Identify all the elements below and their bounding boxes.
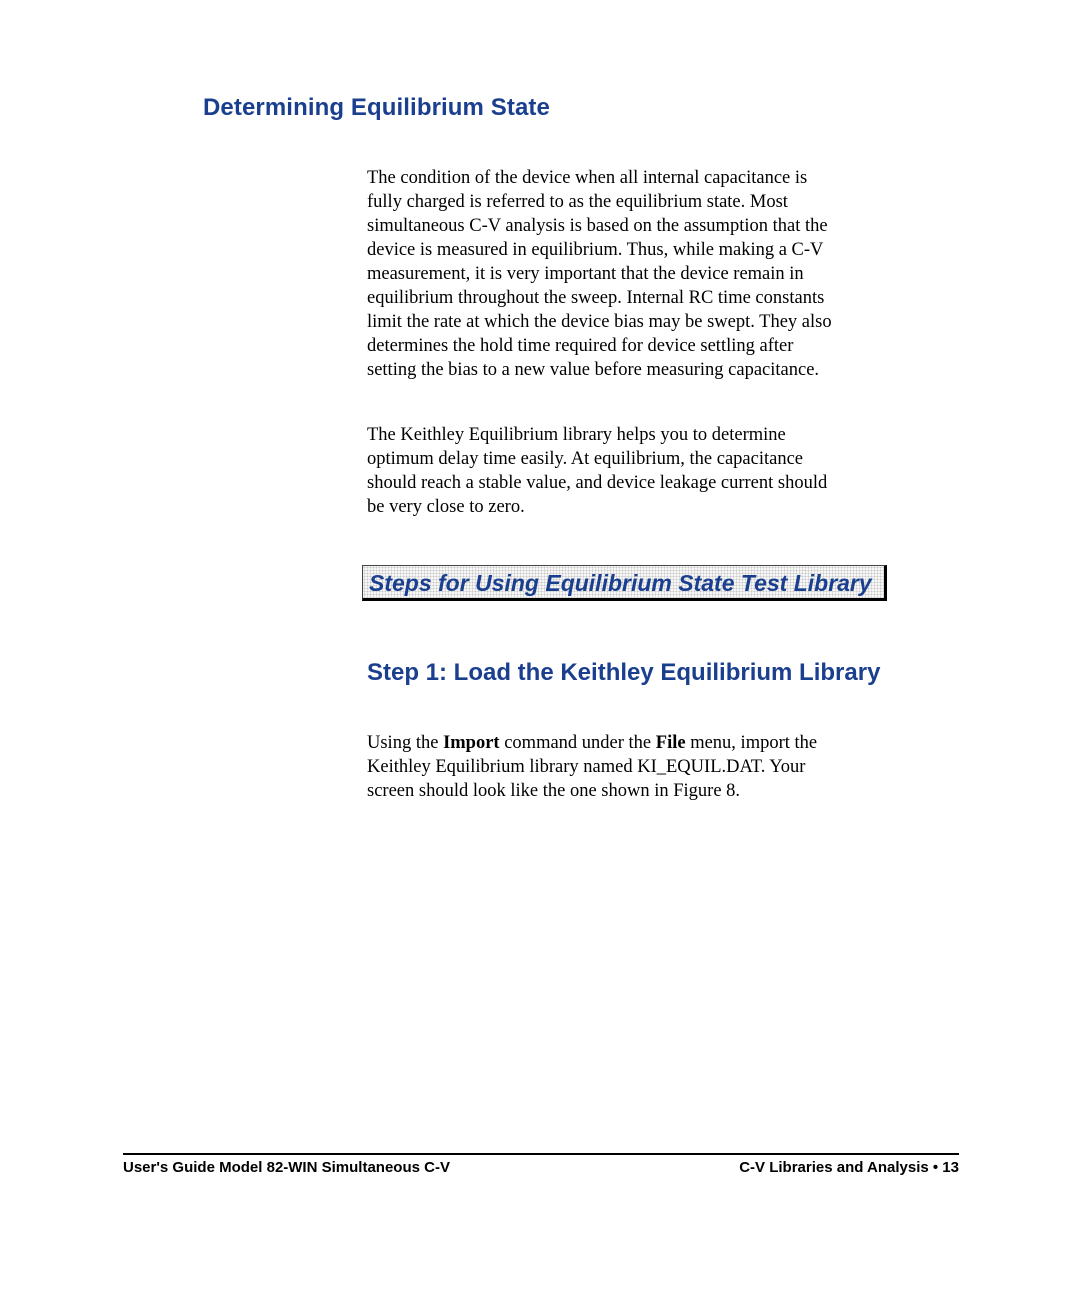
paragraph-line: should reach a stable value, and device leakage current should — [367, 473, 828, 493]
import-command-term: Import — [443, 733, 500, 753]
paragraph-line: optimum delay time easily. At equilibrium, the capacitance — [367, 449, 803, 469]
paragraph-line: determines the hold time required for device settling after — [367, 336, 794, 356]
paragraph-line: limit the rate at which the device bias may be swept. They also — [367, 312, 832, 332]
text-run: menu, import the — [685, 733, 818, 753]
steps-section-title: Steps for Using Equilibrium State Test Library — [369, 570, 872, 596]
paragraph-line: fully charged is referred to as the equilibrium state. Most — [367, 192, 788, 212]
section-heading: Determining Equilibrium State — [203, 94, 550, 121]
steps-section-box — [362, 565, 887, 601]
footer-document-title: User's Guide Model 82-WIN Simultaneous C-V — [123, 1159, 450, 1176]
page-footer — [123, 1153, 959, 1179]
paragraph-line: setting the bias to a new value before measuring capacitance. — [367, 360, 820, 380]
file-menu-term: File — [655, 733, 686, 753]
paragraph-line: equilibrium throughout the sweep. Internal RC time constants — [367, 288, 825, 308]
paragraph-line — [367, 731, 887, 755]
paragraph-line: The condition of the device when all internal capacitance is — [367, 168, 808, 188]
paragraph-line: The Keithley Equilibrium library helps you to determine — [367, 425, 786, 445]
paragraph-line: Keithley Equilibrium library named KI_EQUIL.DAT. Your — [367, 757, 806, 777]
step-1-heading: Step 1: Load the Keithley Equilibrium Library — [367, 659, 881, 686]
paragraph-line: screen should look like the one shown in Figure 8. — [367, 781, 741, 801]
paragraph-line: measurement, it is very important that the device remain in — [367, 264, 804, 284]
library-description-paragraph — [367, 423, 887, 519]
step-1-paragraph — [367, 731, 887, 803]
text-run: command under the — [499, 733, 656, 753]
footer-chapter-page: C-V Libraries and Analysis • 13 — [739, 1159, 959, 1176]
equilibrium-description-paragraph — [367, 166, 887, 382]
paragraph-line: device is measured in equilibrium. Thus, while making a C-V — [367, 240, 824, 260]
paragraph-line: be very close to zero. — [367, 497, 525, 517]
paragraph-line: simultaneous C-V analysis is based on the assumption that the — [367, 216, 828, 236]
text-run: Using the — [367, 733, 444, 753]
